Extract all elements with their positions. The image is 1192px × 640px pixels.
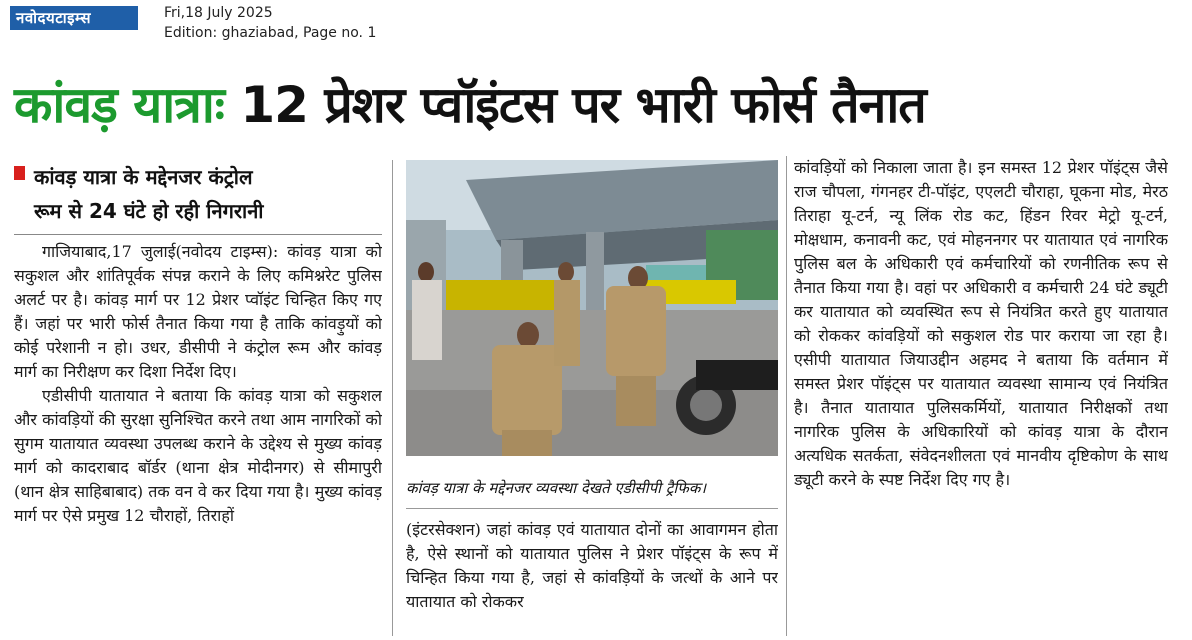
- photo-caption: कांवड़ यात्रा के मद्देनजर व्यवस्था देखते एडीसीपी ट्रैफिक।: [406, 479, 707, 497]
- edition-page: Edition: ghaziabad, Page no. 1: [164, 25, 377, 41]
- headline-main: 12 प्रेशर प्वॉइंटस पर भारी फोर्स तैनात: [223, 76, 926, 134]
- article-column-1: [14, 240, 382, 636]
- headline: [14, 72, 1184, 138]
- column-divider: [786, 156, 787, 636]
- news-photo: [406, 160, 778, 456]
- edition-info: [164, 3, 376, 43]
- subheadline-line1: कांवड़ यात्रा के मद्देनजर कंट्रोल: [34, 165, 253, 189]
- caption-divider: [406, 508, 778, 509]
- column2-paragraph: (इंटरसेक्शन) जहां कांवड़ एवं यातायात दोनों का आवागमन होता है, ऐसे स्थानों को यातायात पुलिस ने प्रेशर पॉइंट्स के रूप में चिन्हित किया गया है, जहां से कांवड़ियों के जत्थों के आने पर यातायात को रोककर: [406, 520, 778, 611]
- newspaper-logo[interactable]: नवोदयटाइम्स: [10, 6, 138, 30]
- issue-date: Fri,18 July 2025: [164, 5, 273, 21]
- column1-paragraph-2: एडीसीपी यातायात ने बताया कि कांवड़ यात्रा को सकुशल और कांवड़ियों की सुरक्षा सुनिश्चित करने तथा आम नागरिकों को सुगम यातायात व्यवस्था उपलब्ध कराने के उद्देश्य से मुख्य कांवड़ मार्ग को कादराबाद बॉर्डर (थाना क्षेत्र मोदीनगर) से सीमापुरी (थान क्षेत्र साहिबाबाद) तक वन वे कर दिया गया है। मुख्य कांवड़ मार्ग पर ऐसे प्रमुख 12 चौराहों, तिराहों: [14, 386, 382, 525]
- masthead: [0, 0, 1192, 52]
- column-divider: [392, 160, 393, 636]
- article-column-3: [794, 156, 1168, 626]
- subheadline-line2: रूम से 24 घंटे हो रही निगरानी: [34, 199, 264, 223]
- red-bullet-icon: [14, 166, 25, 180]
- article-column-2: [406, 518, 778, 636]
- subheadline-divider: [14, 234, 382, 235]
- headline-highlight: कांवड़ यात्राः: [14, 76, 224, 134]
- column3-paragraph: कांवड़ियों को निकाला जाता है। इन समस्त 12 प्रेशर पॉइंट्स जैसे राज चौपला, गंगनहर टी-पॉइंट, एएलटी चौराहा, घूकना मोड, मेरठ तिराहा यू-टर्न, न्यू लिंक रोड कट, हिंडन रिवर मेट्रो यू-टर्न, मोक्षधाम, कनावनी कट, एवं मोहननगर पर यातायात एवं नागरिक पुलिस बल के अधिकारी एवं कर्मचारियों को रणनीतिक रूप से तैनात किया गया है। वहां पर अधिकारी व कर्मचारी 24 घंटे ड्यूटी कर यातायात को व्यवस्थित रूप से नियंत्रित करते हुए यातायात को रोककर कांवड़ियों को सकुशल रोड पार कराया जा रहा है। एसीपी यातायात जियाउद्दीन अहमद ने बताया कि वर्तमान में समस्त प्रेशर पॉइंट्स पर यातायात व्यवस्था सामान्य एवं नियंत्रित है। तैनात यातायात पुलिसकर्मियों, यातायात निरीक्षकों तथा नागरिक पुलिस के अधिकारियों को कांवड़ यात्रा के दौरान अत्यधिक सतर्कता, संवेदनशीलता एवं मानवीय दृष्टिकोण के साथ ड्यूटी करने के स्पष्ट निर्देश दिए गए है।: [794, 158, 1168, 489]
- column1-paragraph-1: गाजियाबाद,17 जुलाई(नवोदय टाइम्स): कांवड़ यात्रा को सकुशल और शांतिपूर्वक संपन्न कराने के लिए कमिश्नरेट पुलिस अलर्ट पर है। कांवड़ मार्ग पर 12 प्रेशर प्वॉइंट चिन्हित किए गए हैं। जहां पर भारी फोर्स तैनात किया गया है ताकि कांवड़ुयों को कोई परेशानी न हो। उधर, डीसीपी ने कंट्रोल रूम और कांवड़ मार्ग का निरीक्षण कर दिशा निर्देश दिए।: [14, 242, 382, 381]
- photo-illustration: [406, 160, 778, 456]
